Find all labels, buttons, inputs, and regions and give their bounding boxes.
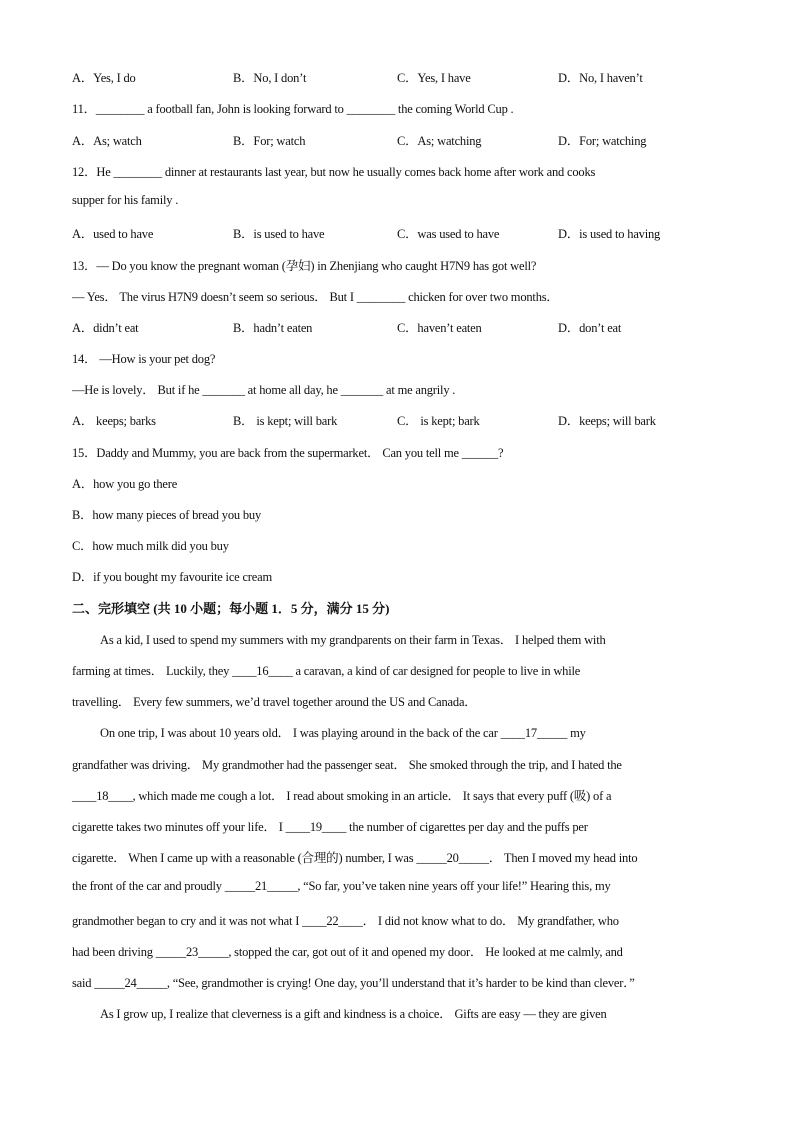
q14-option-c[interactable]: C． is kept; bark <box>397 414 480 428</box>
q15-option-a[interactable]: A．how you go there <box>72 477 178 491</box>
q11-option-b[interactable]: B．For; watch <box>233 134 306 148</box>
q15-stem: 15．Daddy and Mummy, you are back from the supermarket． Can you tell me ______? <box>72 446 504 460</box>
q13-options <box>72 318 732 336</box>
section-heading: 二、完形填空 (共 10 小题；每小题 1．5 分，满分 15 分) <box>72 601 390 616</box>
q14-option-d[interactable]: D．keeps; will bark <box>558 414 656 428</box>
passage-line: had been driving _____23_____, stopped the car, got out of it and opened my door． He looked at me calmly, and <box>72 945 623 959</box>
passage-line: grandmother began to cry and it was not what I ____22____． I did not know what to do． My grandfather, who <box>72 914 619 928</box>
q13-option-d[interactable]: D．don’t eat <box>558 321 622 335</box>
q14-option-a[interactable]: A． keeps; barks <box>72 414 156 428</box>
passage-line: cigarette． When I came up with a reasonable (合理的) number, I was _____20_____． Then I moved my head into <box>72 851 638 865</box>
q15-option-b[interactable]: B．how many pieces of bread you buy <box>72 508 261 522</box>
q12-option-c[interactable]: C．was used to have <box>397 227 500 241</box>
q10-options <box>72 68 732 86</box>
q12-option-d[interactable]: D．is used to having <box>558 227 661 241</box>
q10-option-d[interactable]: D．No, I haven’t <box>558 71 643 85</box>
q10-option-c[interactable]: C．Yes, I have <box>397 71 471 85</box>
q11-option-d[interactable]: D．For; watching <box>558 134 647 148</box>
passage-line: As I grow up, I realize that cleverness is a gift and kindness is a choice． Gifts are easy — they are given <box>100 1007 607 1021</box>
passage-line: said _____24_____, “See, grandmother is crying! One day, you’ll understand that it’s harder to be kind than clever．” <box>72 976 635 990</box>
q10-option-a[interactable]: A．Yes, I do <box>72 71 136 85</box>
passage-line: On one trip, I was about 10 years old． I was playing around in the back of the car ____17_____ my <box>100 726 586 740</box>
passage-line: cigarette takes two minutes off your life． I ____19____ the number of cigarettes per day and the puffs per <box>72 820 588 834</box>
passage-line: grandfather was driving． My grandmother had the passenger seat． She smoked through the trip, and I hated the <box>72 758 622 772</box>
passage-line: As a kid, I used to spend my summers with my grandparents on their farm in Texas． I helped them with <box>100 633 606 647</box>
q13-stem-line2: — Yes． The virus H7N9 doesn’t seem so serious． But I ________ chicken for over two months． <box>72 290 559 304</box>
q11-option-c[interactable]: C．As; watching <box>397 134 482 148</box>
q12-option-b[interactable]: B．is used to have <box>233 227 325 241</box>
q11-option-a[interactable]: A．As; watch <box>72 134 142 148</box>
q14-options <box>72 411 732 429</box>
q12-stem-line1: 12．He ________ dinner at restaurants last year, but now he usually comes back home after work and cooks <box>72 165 596 179</box>
q14-stem-line2: —He is lovely． But if he _______ at home all day, he _______ at me angrily . <box>72 383 456 397</box>
q12-stem-line2: supper for his family . <box>72 193 179 207</box>
q13-option-c[interactable]: C．haven’t eaten <box>397 321 482 335</box>
passage-line: farming at times． Luckily, they ____16____ a caravan, a kind of car designed for people to live in while <box>72 664 581 678</box>
q14-option-b[interactable]: B． is kept; will bark <box>233 414 338 428</box>
q13-option-a[interactable]: A．didn’t eat <box>72 321 139 335</box>
q11-options <box>72 131 732 149</box>
passage-line: travelling． Every few summers, we’d travel together around the US and Canada． <box>72 695 477 709</box>
q12-options <box>72 224 732 242</box>
q12-option-a[interactable]: A．used to have <box>72 227 154 241</box>
q10-option-b[interactable]: B．No, I don’t <box>233 71 307 85</box>
q14-stem-line1: 14． —How is your pet dog? <box>72 352 216 366</box>
q15-option-c[interactable]: C．how much milk did you buy <box>72 539 229 553</box>
q13-option-b[interactable]: B．hadn’t eaten <box>233 321 313 335</box>
passage-line: the front of the car and proudly _____21_____, “So far, you’ve taken nine years off your life!” Hearing this, my <box>72 879 611 893</box>
q15-option-d[interactable]: D．if you bought my favourite ice cream <box>72 570 272 584</box>
q11-stem: 11．________ a football fan, John is looking forward to ________ the coming World Cup . <box>72 102 514 116</box>
passage-line: ____18____, which made me cough a lot． I read about smoking in an article． It says that every puff (吸) of a <box>72 789 612 803</box>
q13-stem-line1: 13．— Do you know the pregnant woman (孕妇) in Zhenjiang who caught H7N9 has got well? <box>72 259 537 273</box>
